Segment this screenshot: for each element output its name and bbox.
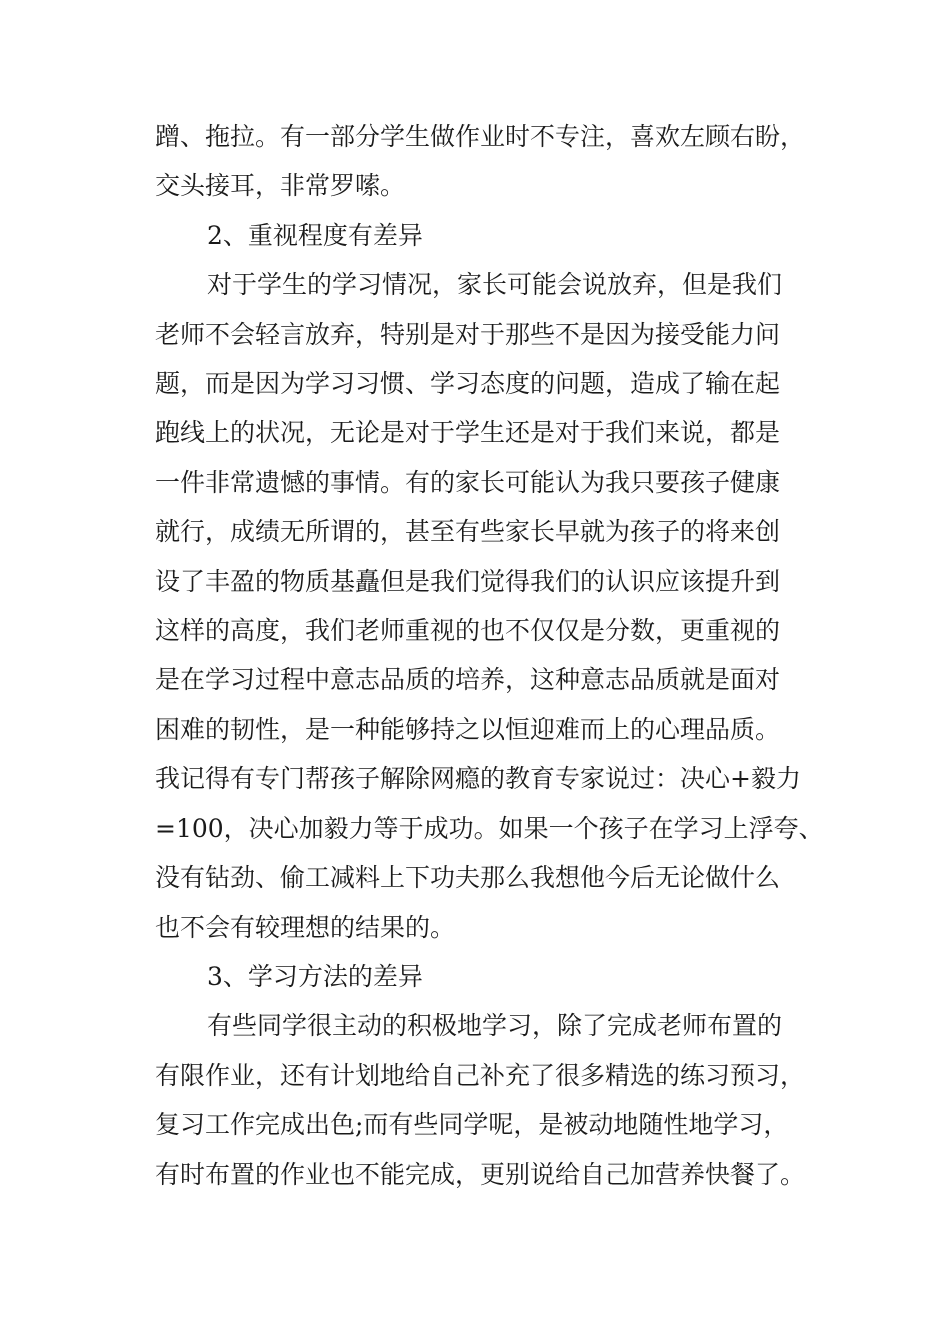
body-line: 蹭、拖拉。有一部分学生做作业时不专注，喜欢左顾右盼，: [155, 122, 806, 151]
body-line: 就行，成绩无所谓的，甚至有些家长早就为孩子的将来创: [155, 517, 781, 547]
body-line: 有时布置的作业也不能完成，更别说给自己加营养快餐了。: [155, 1159, 806, 1189]
document-body: [155, 112, 835, 1199]
body-line: 题，而是因为学习习惯、学习态度的问题，造成了输在起: [155, 369, 781, 399]
body-line: 有限作业，还有计划地给自己补充了很多精选的练习预习，: [155, 1060, 806, 1090]
body-line: 一件非常遗憾的事情。有的家长可能认为我只要孩子健康: [155, 467, 781, 497]
body-line: 设了丰盈的物质基矗但是我们觉得我们的认识应该提升到: [155, 566, 781, 596]
section-heading: 3、学习方法的差异: [207, 961, 423, 991]
section-heading: 2、重视程度有差异: [207, 220, 423, 250]
body-line: 复习工作完成出色;而有些同学呢，是被动地随性地学习，: [155, 1110, 789, 1140]
body-line: 是在学习过程中意志品质的培养，这种意志品质就是面对: [155, 665, 781, 695]
body-line: 对于学生的学习情况，家长可能会说放弃，但是我们: [207, 270, 783, 300]
body-line: 老师不会轻言放弃，特别是对于那些不是因为接受能力问: [155, 319, 781, 349]
body-line: 没有钻劲、偷工减料上下功夫那么我想他今后无论做什么: [155, 863, 781, 893]
body-line: 这样的高度，我们老师重视的也不仅仅是分数，更重视的: [155, 616, 781, 646]
body-line: 也不会有较理想的结果的。: [155, 912, 456, 942]
body-line: 交头接耳，非常罗嗦。: [155, 171, 406, 201]
body-line: 跑线上的状况，无论是对于学生还是对于我们来说，都是: [155, 418, 781, 448]
body-line: 我记得有专门帮孩子解除网瘾的教育专家说过：决心+毅力: [155, 764, 801, 794]
body-line: 有些同学很主动的积极地学习，除了完成老师布置的: [207, 1011, 783, 1041]
body-line: =100，决心加毅力等于成功。如果一个孩子在学习上浮夸、: [155, 813, 824, 843]
body-line: 困难的韧性，是一种能够持之以恒迎难而上的心理品质。: [155, 714, 781, 744]
